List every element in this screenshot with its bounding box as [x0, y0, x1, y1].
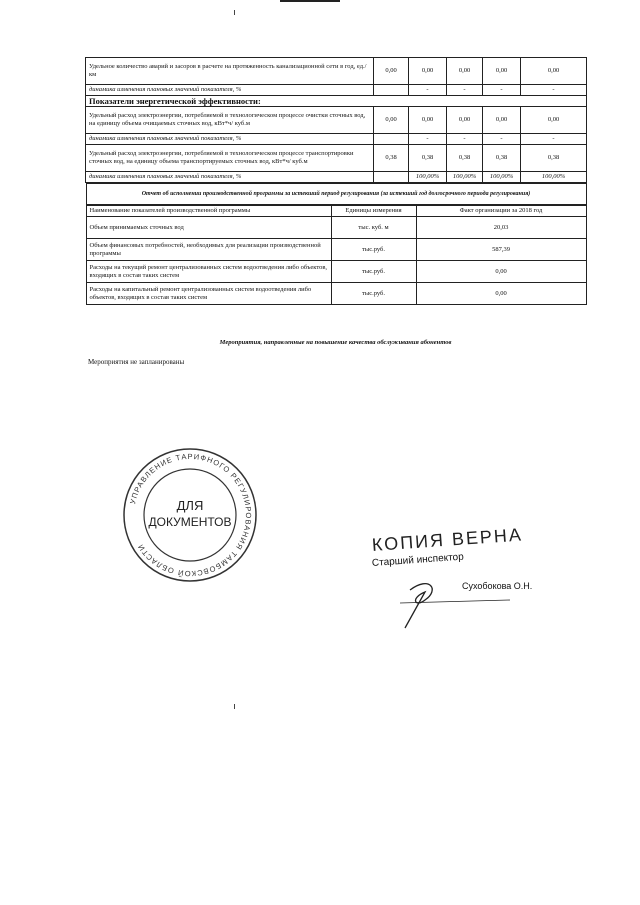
- indicator-value: 0,38: [521, 145, 587, 172]
- report-name: Расходы на капитальный ремонт централизованных систем водоотведения либо объектов, входящих в состав таких систем: [86, 283, 331, 305]
- dynamics-label: динамика изменения плановых значений показателя, %: [86, 85, 374, 96]
- indicator-row: [86, 58, 587, 85]
- report-value: 0,00: [416, 261, 586, 283]
- indicator-label: Удельное количество аварий и засоров в расчете на протяженность канализационной сети в год, ед./км: [86, 58, 374, 85]
- report-name: Расходы на текущий ремонт централизованных систем водоотведения либо объектов, входящих в состав таких систем: [86, 261, 331, 283]
- indicator-label: Удельный расход электроэнергии, потребляемой в технологическом процессе транспортировки сточных вод, на единицу объема транспортируемых сточных вод, кВт*ч/ куб.м: [86, 145, 374, 172]
- indicator-value: 100,00%: [521, 172, 587, 183]
- indicator-row: [86, 85, 587, 96]
- report-value: 20,03: [416, 217, 586, 239]
- indicator-value: -: [521, 134, 587, 145]
- indicator-value: -: [409, 134, 447, 145]
- top-scan-mark: [280, 0, 340, 2]
- indicator-label: Удельный расход электроэнергии, потребляемой в технологическом процессе очистки сточных вод, на единицу объема очищаемых сточных вод, кВт*ч/ куб.м: [86, 107, 374, 134]
- report-unit: тыс.руб.: [331, 283, 416, 305]
- report-header-cell: Наименование показателей производственной программы: [86, 206, 331, 217]
- report-table: [86, 205, 587, 305]
- indicator-value: [374, 172, 409, 183]
- indicator-value: 0,00: [483, 107, 521, 134]
- report-unit: тыс. куб. м: [331, 217, 416, 239]
- indicator-value: 100,00%: [447, 172, 483, 183]
- handwritten-signature: [370, 570, 510, 630]
- indicator-row: [86, 96, 587, 107]
- measures-text: Мероприятия не запланированы: [88, 358, 185, 366]
- indicator-row: [86, 107, 587, 134]
- report-unit: тыс.руб.: [331, 261, 416, 283]
- indicator-value: 0,00: [374, 58, 409, 85]
- report-row: [86, 261, 586, 283]
- indicator-value: 0,00: [521, 107, 587, 134]
- scan-dot: [234, 10, 235, 15]
- indicator-row: [86, 172, 587, 183]
- report-row: [86, 239, 586, 261]
- copy-stamp-title: КОПИЯ ВЕРНА: [371, 524, 524, 555]
- indicator-value: [374, 134, 409, 145]
- indicator-value: -: [447, 134, 483, 145]
- indicator-row: [86, 145, 587, 172]
- indicator-value: -: [447, 85, 483, 96]
- report-row: [86, 283, 586, 305]
- report-header-cell: Единицы измерения: [331, 206, 416, 217]
- indicator-value: -: [483, 134, 521, 145]
- report-name: Объем принимаемых сточных вод: [86, 217, 331, 239]
- indicator-value: -: [521, 85, 587, 96]
- indicator-value: 100,00%: [409, 172, 447, 183]
- measures-title: Мероприятия, направленные на повышение качества обслуживания абонентов: [219, 339, 452, 346]
- scan-dot: [234, 704, 235, 709]
- report-title: Отчет об исполнении производственной программы за истекший период регулирования (за истекший год долгосрочного периода регулирования): [86, 183, 587, 205]
- seal-text-line1: ДЛЯ: [176, 498, 204, 513]
- dynamics-label: динамика изменения плановых значений показателя, %: [86, 134, 374, 145]
- indicator-value: -: [409, 85, 447, 96]
- report-value: 587,39: [416, 239, 586, 261]
- indicator-value: 0,38: [447, 145, 483, 172]
- seal-ring-text: УПРАВЛЕНИЕ ТАРИФНОГО РЕГУЛИРОВАНИЯ ТАМБОВСКОЙ ОБЛАСТИ: [128, 451, 254, 579]
- indicator-value: 0,00: [447, 107, 483, 134]
- indicator-value: 0,00: [409, 107, 447, 134]
- indicator-value: 0,38: [374, 145, 409, 172]
- report-name: Объем финансовых потребностей, необходимых для реализации производственной программы: [86, 239, 331, 261]
- seal-text-line2: ДОКУМЕНТОВ: [148, 515, 232, 529]
- indicator-value: [374, 85, 409, 96]
- section-heading: Показатели энергетической эффективности:: [86, 96, 587, 107]
- indicator-value: 0,00: [409, 58, 447, 85]
- round-seal: [115, 440, 265, 590]
- indicator-value: 0,00: [483, 58, 521, 85]
- indicator-row: [86, 134, 587, 145]
- certified-copy-stamp: [371, 524, 532, 569]
- indicators-table: [85, 57, 587, 305]
- report-unit: тыс.руб.: [331, 239, 416, 261]
- indicator-value: 0,38: [483, 145, 521, 172]
- report-header-cell: Факт организации за 2018 год: [416, 206, 586, 217]
- indicator-value: 0,00: [447, 58, 483, 85]
- indicator-value: 0,00: [374, 107, 409, 134]
- indicator-value: -: [483, 85, 521, 96]
- dynamics-label: динамика изменения плановых значений показателя, %: [86, 172, 374, 183]
- report-row: [86, 217, 586, 239]
- indicator-value: 100,00%: [483, 172, 521, 183]
- indicator-value: 0,00: [521, 58, 587, 85]
- report-value: 0,00: [416, 283, 586, 305]
- copy-stamp-role: Старший инспектор: [371, 551, 465, 569]
- indicator-value: 0,38: [409, 145, 447, 172]
- signatory-name: Сухобокова О.Н.: [462, 581, 533, 591]
